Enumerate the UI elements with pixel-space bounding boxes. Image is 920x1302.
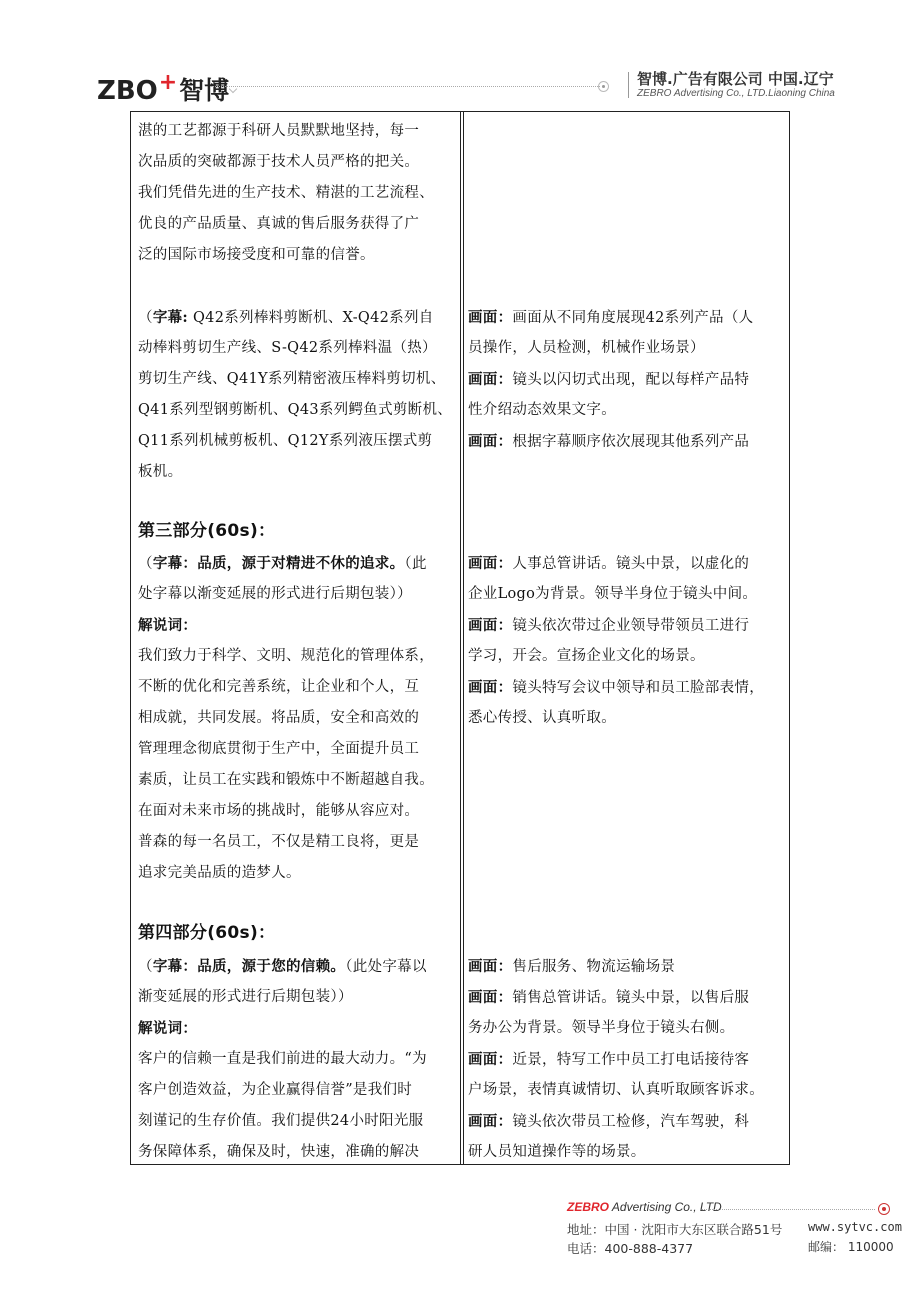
intro-line: 泛的国际市场接受度和可靠的信誉。 xyxy=(138,247,375,263)
scene-text: 镜头依次带员工检修，汽车驾驶，科 xyxy=(512,1114,750,1130)
logo-latin: ZBO xyxy=(97,76,158,106)
narration-line: 追求完美品质的造梦人。 xyxy=(138,865,301,881)
header-dotted-line xyxy=(210,86,600,87)
narration-line: 素质，让员工在实践和锻炼中不断超越自我。 xyxy=(138,772,434,788)
scene-text: 人事总管讲话。镜头中景，以虚化的 xyxy=(512,556,750,572)
caption-bold: 字幕：品质，源于对精进不休的追求。 xyxy=(152,555,405,572)
scene-line xyxy=(468,426,784,458)
caption-line: 处字幕以渐变延展的形式进行后期包装）） xyxy=(138,586,412,602)
intro-line: 优良的产品质量、真诚的售后服务获得了广 xyxy=(138,216,420,232)
caption-line: 渐变延展的形式进行后期包装）） xyxy=(138,989,353,1005)
scene-line xyxy=(468,302,784,334)
footer-dotted-line xyxy=(700,1209,875,1210)
scene-label: 画面： xyxy=(468,989,513,1006)
scene-label: 画面： xyxy=(468,433,513,450)
column-divider xyxy=(460,112,461,1164)
footer-address: 地址：中国 · 沈阳市大东区联合路51号 xyxy=(567,1222,783,1237)
scene-text: 画面从不同角度展现42系列产品（人 xyxy=(512,310,754,326)
caption-text: （此 xyxy=(404,556,427,572)
section-heading: 第四部分(60s)： xyxy=(138,923,276,943)
scene-label: 画面： xyxy=(468,1051,513,1068)
scene-text: 镜头依次带过企业领导带领员工进行 xyxy=(512,618,750,634)
scene-line: 务办公为背景。领导半身位于镜头右侧。 xyxy=(468,1020,735,1036)
scene-text: 销售总管讲话。镜头中景，以售后服 xyxy=(512,990,750,1006)
narration-line: 务保障体系，确保及时，快速，准确的解决 xyxy=(138,1144,420,1160)
scene-label: 画面： xyxy=(468,309,513,326)
caption-text: （此处字幕以 xyxy=(345,959,427,975)
narration-line: 客户创造效益，为企业赢得信誉”是我们时 xyxy=(138,1082,413,1098)
company-name-en: ZEBRO Advertising Co., LTD.Liaoning China xyxy=(637,88,835,99)
scene-line xyxy=(468,982,784,1014)
scene-line xyxy=(468,1044,784,1076)
narration-line: 在面对未来市场的挑战时，能够从容应对。 xyxy=(138,803,420,819)
scene-line xyxy=(468,548,784,580)
column-divider-inner xyxy=(463,112,464,1164)
narration-label: 解说词： xyxy=(138,617,198,634)
scene-label: 画面： xyxy=(468,679,513,696)
narration-line: 相成就，共同发展。将品质，安全和高效的 xyxy=(138,710,420,726)
footer-brand-z: ZEBRO xyxy=(567,1200,609,1214)
caption-text: Q42系列棒料剪断机、X-Q42系列自 xyxy=(188,310,434,326)
narration-line: 我们致力于科学、文明、规范化的管理体系， xyxy=(138,648,434,664)
intro-line: 湛的工艺都源于科研人员默默地坚持，每一 xyxy=(138,123,420,139)
footer-phone: 电话：400-888-4377 xyxy=(567,1241,694,1256)
footer-website[interactable]: www.sytvc.com xyxy=(808,1220,902,1234)
narration-label: 解说词： xyxy=(138,1020,198,1037)
scene-text: 镜头以闪切式出现，配以每样产品特 xyxy=(512,372,750,388)
caption-line: （字幕: Q42系列棒料剪断机、X-Q42系列自 xyxy=(138,309,434,326)
header-circle-icon xyxy=(598,81,609,92)
caption-line: 动棒料剪切生产线、S-Q42系列棒料温（热） xyxy=(138,340,437,356)
caption-line: 板机。 xyxy=(138,464,183,480)
scene-line: 性介绍动态效果文字。 xyxy=(468,402,616,418)
scene-text: 近景，特写工作中员工打电话接待客 xyxy=(512,1052,750,1068)
narration-line: 普森的每一名员工，不仅是精工良将，更是 xyxy=(138,834,420,850)
scene-text: 售后服务、物流运输场景 xyxy=(512,959,676,975)
footer-postcode: 邮编： 110000 xyxy=(808,1240,894,1254)
caption-line: （字幕：品质，源于对精进不休的追求。（此 xyxy=(138,555,427,572)
logo-plus: + xyxy=(158,70,178,95)
header-separator xyxy=(628,72,629,98)
scene-line xyxy=(468,1106,784,1138)
intro-line: 次品质的突破都源于技术人员严格的把关。 xyxy=(138,154,420,170)
caption-line: Q11系列机械剪板机、Q12Y系列液压摆式剪 xyxy=(138,433,433,449)
caption-line: （字幕：品质，源于您的信赖。（此处字幕以 xyxy=(138,958,427,975)
footer-circle-icon xyxy=(878,1203,890,1215)
scene-label: 画面： xyxy=(468,617,513,634)
narration-line: 管理理念彻底贯彻于生产中，全面提升员工 xyxy=(138,741,420,757)
scene-line xyxy=(468,364,784,396)
section-heading: 第三部分(60s)： xyxy=(138,521,276,541)
scene-line xyxy=(468,610,784,642)
scene-label: 画面： xyxy=(468,1113,513,1130)
logo-cn: 智博 xyxy=(179,76,230,105)
caption-bold: 字幕：品质，源于您的信赖。 xyxy=(152,958,346,975)
caption-line: 剪切生产线、Q41Y系列精密液压棒料剪切机、 xyxy=(138,371,446,387)
caption-label: 字幕: xyxy=(152,309,189,326)
narration-line: 不断的优化和完善系统，让企业和个人，互 xyxy=(138,679,420,695)
intro-line: 我们凭借先进的生产技术、精湛的工艺流程、 xyxy=(138,185,434,201)
page-header xyxy=(0,0,920,112)
scene-line: 悉心传授、认真听取。 xyxy=(468,710,616,726)
narration-line: 刻谨记的生存价值。我们提供24小时阳光服 xyxy=(138,1113,424,1129)
scene-text: 镜头特写会议中领导和员工脸部表情， xyxy=(512,680,765,696)
scene-line xyxy=(468,672,784,704)
caption-line: Q41系列型钢剪断机、Q43系列鳄鱼式剪断机、 xyxy=(138,402,453,418)
scene-label: 画面： xyxy=(468,371,513,388)
scene-line xyxy=(468,951,784,983)
footer-brand xyxy=(567,1200,722,1214)
scene-label: 画面： xyxy=(468,958,513,975)
scene-line: 学习，开会。宣扬企业文化的场景。 xyxy=(468,648,705,664)
scene-line: 企业Logo为背景。领导半身位于镜头中间。 xyxy=(468,586,758,602)
scene-text: 根据字幕顺序依次展现其他系列产品 xyxy=(512,434,750,450)
zbo-logo xyxy=(97,70,229,107)
scene-line: 户场景，表情真诚情切、认真听取顾客诉求。 xyxy=(468,1082,764,1098)
scene-line: 研人员知道操作等的场景。 xyxy=(468,1144,646,1160)
footer-brand-rest: Advertising Co., LTD xyxy=(609,1200,722,1214)
narration-line: 客户的信赖一直是我们前进的最大动力。“为 xyxy=(138,1051,427,1067)
scene-label: 画面： xyxy=(468,555,513,572)
scene-line: 员操作，人员检测，机械作业场景） xyxy=(468,340,705,356)
company-name-cn: 智博.广告有限公司 中国.辽宁 xyxy=(637,70,834,88)
